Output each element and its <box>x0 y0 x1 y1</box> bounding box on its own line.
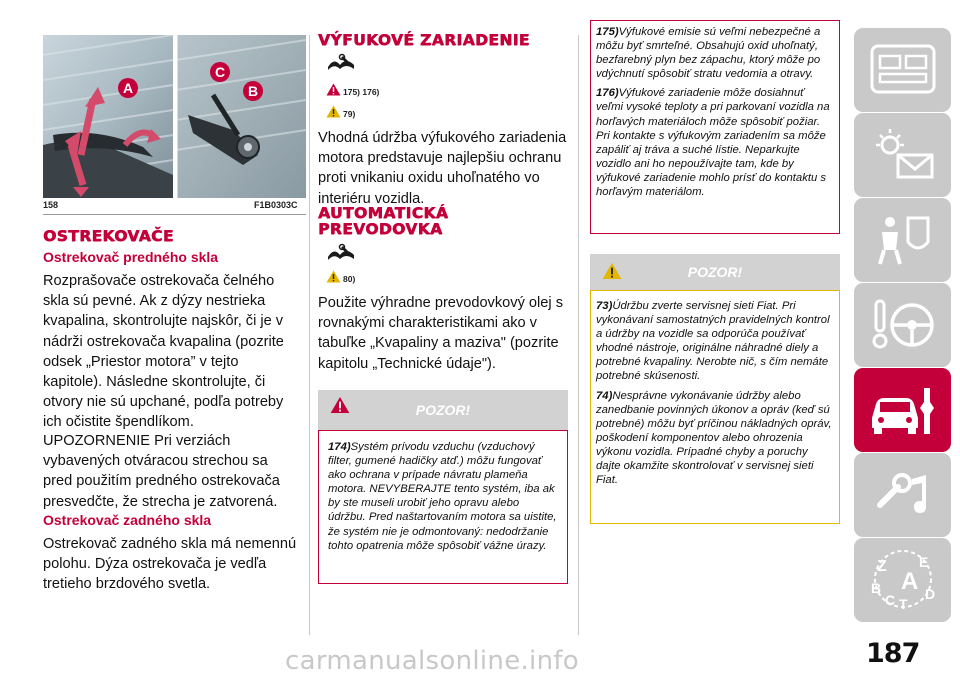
warning-note-175 <box>596 25 834 81</box>
section-title-transmission-1: AUTOMATICKÁ <box>318 204 449 222</box>
tab-maintenance[interactable] <box>854 368 951 452</box>
note-text: Údržbu zverte servisnej sieti Fiat. Pri vykonávaní samostatných pravidelných kontrol a údržby na vozidle sa odporúča používať vhodné nástroje, originálne náhradné diely a potrebné kvapaliny. Nerobte nič, s čím nemáte potrebné skúsenosti. <box>596 300 830 383</box>
exhaust-caution-refs: 79) <box>343 109 356 119</box>
callout-c: C <box>214 64 226 80</box>
note-number: 73) <box>596 300 613 312</box>
section-title-washers: OSTREKOVAČE <box>43 227 174 245</box>
caution-box-title: POZOR! <box>687 264 743 280</box>
note-text: Výfukové zariadenie môže dosiahnuť veľmi vysoké teploty a pri parkovaní vozidla na horľavých materiáloch môže spôsobiť požiar. Pri kontakte s výfukovým zariadením sa môže zapáliť aj tráva a suché lístie. Neparkujte vozidlo ani ho nepoužívajte tam, kde by výfukové zariadenie mohlo prísť do kontaktu s horľavým materiálom. <box>596 87 830 199</box>
note-number: 174) <box>328 441 351 453</box>
paragraph-sunroof-note: UPOZORNENIE Pri verziách vybavených otváracou strechou sa pred použitím predného ostrekovača presvedčte, že strecha je zatvorená. <box>43 433 280 510</box>
index-letter: E <box>918 554 928 570</box>
column-divider-right <box>578 35 579 635</box>
note-number: 74) <box>596 389 613 402</box>
watermark: carmanualsonline.info <box>285 646 580 676</box>
transmission-caution-refs: 80) <box>343 274 356 284</box>
dashboard-icon <box>868 40 938 100</box>
tab-safety[interactable] <box>854 198 951 282</box>
subsection-title-rear: Ostrekovač zadného skla <box>43 512 212 528</box>
figure-code: F1B0303C <box>254 200 298 210</box>
note-number: 175) <box>596 26 619 38</box>
car-maintenance-icon <box>868 380 938 440</box>
figure-rule <box>43 214 306 215</box>
caution-triangle-icon <box>326 270 341 283</box>
column-divider-left <box>309 35 310 635</box>
caution-note-73 <box>596 299 834 384</box>
warning-box-header <box>318 390 568 430</box>
paragraph-rear-washer: Ostrekovač zadného skla má nemennú polohu. Dýza ostrekovača je vedľa tretieho brzdového svetla. <box>43 536 297 593</box>
warning-box-title: POZOR! <box>415 402 471 418</box>
tab-dashboard[interactable] <box>854 28 951 112</box>
page-number: 187 <box>866 638 920 669</box>
warning-lights-icon <box>868 125 938 185</box>
caution-triangle-icon <box>326 105 341 118</box>
exhaust-warning-refs: 175) 176) <box>343 87 380 97</box>
paragraph-transmission: Použite výhradne prevodovkový olej s rovnakými charakteristikami ako v tabuľke „Kvapaliny a maziva" (pozrite kapitolu „Technické údaje"). <box>318 295 563 372</box>
index-letter: Z <box>876 558 887 575</box>
maintenance-book-icon <box>326 53 356 71</box>
note-text: Systém prívodu vzduchu (vzduchový filter, gumené hadičky atď.) môžu fungovať ako ochrana v prípade návratu plameňa motora. NEVYBERAJTE tento systém, iba ak by ste museli urobiť jeho opravu alebo údržbu. Pred naštartovaním motora sa uistite, že systém nie je odmontovaný: nedodržanie tohto opatrenia môže spôsobiť vážne úrazy. <box>328 441 557 552</box>
callout-a: A <box>122 80 134 96</box>
note-text: Nesprávne vykonávanie údržby alebo zanedbanie povinných úkonov a opráv (keď sú potrebné) môžu byť príčinou nákladných opráv, poškodení komponentov alebo ohrozenia výkonu vozidla. Prípadné chyby a poruchy dajte okamžite skontrolovať v servisnej sieti Fiat. <box>596 389 832 487</box>
maintenance-book-icon <box>326 243 356 261</box>
tab-in-emergency[interactable] <box>854 453 951 537</box>
caution-box-header <box>590 254 840 290</box>
index-letter: T <box>898 596 908 612</box>
tab-starting-driving[interactable] <box>854 283 951 367</box>
paragraph-front-washer: Rozprašovače ostrekovača čelného skla sú pevné. Ak z dýzy nestrieka kvapalina, skontrolujte najskôr, či je v nádrži ostrekovača kvapalina (pozrite odsek „Priestor motora” v tejto kapitole). Následne skontrolujte, či otvory nie sú upchané, podľa potreby ich očistite špendlíkom. <box>43 273 284 431</box>
washer-nozzle-photo <box>43 35 306 198</box>
tab-alphabetical-index[interactable] <box>854 538 951 622</box>
paragraph-exhaust: Vhodná údržba výfukového zariadenia motora predstavuje najlepšiu ochranu proti vnikaniu oxidu uhoľnatého vo interiéru vozidla. <box>318 130 567 207</box>
index-letter: B <box>870 580 881 596</box>
note-number: 176) <box>596 87 619 100</box>
index-letter: C <box>884 592 895 608</box>
callout-b: B <box>247 83 259 99</box>
subsection-title-front: Ostrekovač predného skla <box>43 249 219 265</box>
index-letter: D <box>924 586 935 602</box>
steering-key-icon <box>868 295 938 355</box>
warning-box-body <box>318 430 568 584</box>
warning-notes-continued <box>590 20 840 234</box>
figure-number: 158 <box>43 200 59 210</box>
warning-note-176 <box>596 86 834 199</box>
warning-note-174 <box>328 440 558 553</box>
alphabetical-index-icon <box>863 545 943 615</box>
emergency-tools-icon <box>868 465 938 525</box>
caution-box-body <box>590 290 840 524</box>
note-text: Výfukové emisie sú veľmi nebezpečné a môžu byť smrteľné. Obsahujú oxid uhoľnatý, bezfarebný plyn bez zápachu, ktorý môže po vdýchnutí spôsobiť stratu vedomia a otravy. <box>596 26 821 81</box>
warning-triangle-icon <box>326 83 341 96</box>
safety-icon <box>868 210 938 270</box>
index-letter: A <box>900 568 918 595</box>
section-title-transmission-2: PREVODOVKA <box>318 220 443 238</box>
tab-warning-lights[interactable] <box>854 113 951 197</box>
caution-note-74 <box>596 389 834 488</box>
section-title-exhaust: VÝFUKOVÉ ZARIADENIE <box>318 31 530 49</box>
